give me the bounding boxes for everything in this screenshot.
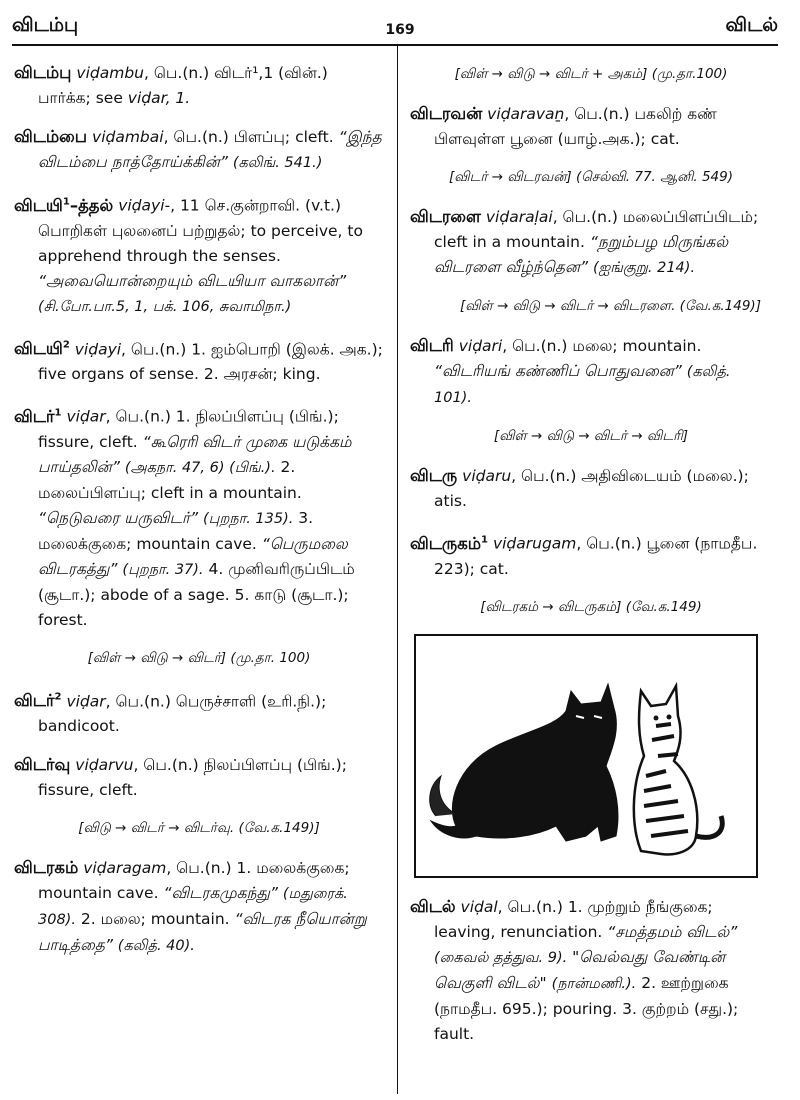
right-column [410,60,772,1060]
page-number: 169 [385,22,415,38]
transliteration: viḍari [458,337,503,355]
two-cats-icon [416,636,756,876]
definition: 2. மலைப்பிளப்பு; cleft in a mountain. [38,457,302,502]
headword: விடர்$^1$ [14,406,62,426]
definition: , பெ.(n.) பிளப்பு; cleft. [163,128,334,146]
citation: (நான்மணி.). [551,975,637,992]
definition: , பெ.(n.) 1. முற்றும் நீங்குகை; leaving, renunciation. [434,897,713,941]
etymology: [விள் → விடு → விடர்] (மு.தா. 100) [87,649,311,666]
entry-vidaravan [410,101,772,152]
transliteration: viḍar [66,407,106,426]
left-column [14,60,384,972]
transliteration: viḍaru [462,467,512,485]
headword: விடருகம்$^1$ [410,533,488,553]
definition: , பெ.(n.) 1. மலைக்குகை; mountain cave. [38,859,350,902]
entry-vidarvu [14,752,384,803]
header-right-guideword: விடல் [725,14,778,36]
transliteration: viḍar [66,692,106,710]
transliteration: viḍal [460,897,498,916]
cat-illustration [414,634,758,878]
entry-vidaru [410,463,772,514]
long-haired-cat [430,684,618,841]
quotation: “நறும்பழ மிருங்கல் விடரளை வீழ்ந்தென” [434,233,729,276]
definition: , பெ.(n.) பூனை (நாமதீப. 223); cat. [434,534,758,578]
transliteration: viḍarvu [75,756,134,774]
headword: விடம்பு [14,63,72,82]
headword: விடரி [410,336,454,355]
citation: (புறநா. 135). [203,510,294,527]
entry-vidaragam [14,855,384,959]
definition: 2. ஊற்றுகை (நாமதீப. 695.); pouring. 3. குற்றம் (சது.); fault. [434,973,739,1043]
quotation: “விடரகமுகந்து” [163,884,278,902]
tabby-cat [634,686,722,854]
citation: (ஐங்குறு. 214). [592,260,696,276]
definition: , பெ.(n.) மலை; mountain. [502,337,702,355]
citation: (கைவல் தத்துவ. 9). [434,949,568,966]
definition: , பெ.(n.) நிலப்பிளப்பு (பிங்.); fissure, cleft. [38,756,347,799]
cross-reference: viḍar, 1. [127,89,191,107]
definition: , பெ.(n.) பெருச்சாளி (உரி.நி.); bandicoot. [38,692,327,735]
definition: , 11 செ.குன்றாவி. (v.t.) பொறிகள் புலனைப் பற்றுதல்; to perceive, to apprehend through the senses. [38,196,363,265]
citation: (புறநா. 37). [122,561,204,578]
entry-vidambu [14,60,384,111]
entry-vidayi-1 [14,189,384,320]
entry-vidar-2 [14,685,384,740]
citation: (சி.போ.பா.5, 1, பக். 106, சுவாமிநா.) [38,298,292,315]
headword: விடர்வு [14,755,71,774]
citation: (அகநா. 47, 6) (பிங்.). [124,459,276,476]
citation: (கலித். 40). [117,938,195,954]
etymology: [விள் → விடு → விடர் → விடரளை. (வே.க.149)] [460,298,761,314]
headword: விடல் [410,896,456,916]
transliteration: viḍayi- [118,196,171,215]
headword: விடம்பை [14,127,88,146]
entry-vidal [410,894,772,1047]
entry-vidari [410,333,772,411]
definition: , பெ.(n.) 1. நிலப்பிளப்பு (பிங்.); fissure, cleft. [38,407,339,451]
transliteration: viḍarugam [492,534,577,553]
headword: விடரு [410,466,458,485]
definition: , பெ.(n.) 1. ஐம்பொறி (இலக். அக.); five organs of sense. 2. அரசன்; king. [38,340,383,383]
etymology: [விடு → விடர் → விடர்வு. (வே.க.149)] [78,820,320,836]
quotation: “இந்த விடம்பை நாத்தோய்க்கின்” [38,128,382,171]
transliteration: viḍambai [92,128,164,146]
transliteration: viḍambu [76,64,144,82]
quotation: “விடரியங் கண்ணிப் பொதுவனை” [434,362,682,380]
etymology: [விடர் → விடரவன்] (செல்வி. 77. ஆனி. 549) [449,169,733,185]
transliteration: viḍaraḷai [485,208,553,226]
headword: விடரவன் [410,104,483,123]
citation: (கலித். 101). [434,364,731,406]
entry-vidayi-2 [14,333,384,388]
header-rule [12,44,778,46]
header-left-guideword: விடம்பு [12,14,79,36]
quotation: “கூரெரி விடர் முகை யடுக்கம் பாய்தலின்” [38,432,352,476]
quotation: “பெருமலை விடரகத்து” [38,534,348,578]
etymology: [விள் → விடு → விடர் + அகம்] (மு.தா.100) [454,66,728,82]
quotation: “நெடுவரை யருவிடர்” [38,508,199,527]
citation: (கலிங். 541.) [232,155,323,171]
citation: (மதுரைக். 308). [38,886,348,928]
headword: விடயி$^1$–த்தல் [14,195,114,215]
transliteration: viḍaravaṉ [487,105,565,123]
entry-vidambai [14,124,384,176]
etymology: [விடரகம் → விடருகம்] (வே.க.149) [480,598,702,615]
definition: , பெ.(n.) மலைப்பிளப்பிடம்; cleft in a mountain. [434,208,759,251]
quotation: “அவையொன்றையும் விடயியா வாகலான்” [38,271,347,290]
headword: விடர்$^2$ [14,691,62,710]
column-divider [397,46,398,1094]
definition: 4. முனிவரிருப்பிடம் (சூடா.); abode of a sage. 5. காடு (சூடா.); forest. [38,559,355,629]
transliteration: viḍayi [74,340,122,358]
quotation: “சமத்தமம் விடல்” [607,922,738,941]
definition: 3. மலைக்குகை; mountain cave. [38,508,314,553]
entry-vidar-1 [14,400,384,633]
headword: விடரகம் [14,858,79,877]
definition: , பெ.(n.) பகலிற் கண் பிளவுள்ள பூனை (யாழ்.அக.); cat. [434,105,717,148]
definition: , பெ.(n.) விடர்¹,1 (வின்.) பார்க்க; see [38,64,328,107]
transliteration: viḍaragam [83,859,167,877]
definition: , பெ.(n.) அதிவிடையம் (மலை.); atis. [434,467,749,510]
quotation: “விடரக நீயொன்று பாடித்தை” [38,910,367,954]
etymology: [விள் → விடு → விடர் → விடரி] [493,428,689,444]
entry-vidarugam [410,527,772,582]
definition: 2. மலை; mountain. [75,910,230,928]
headword: விடயி$^2$ [14,339,70,358]
quotation: "வெல்வது வேண்டின் வெகுளி விடல்" [434,947,726,992]
entry-vidaralai [410,204,772,281]
headword: விடரளை [410,207,481,226]
